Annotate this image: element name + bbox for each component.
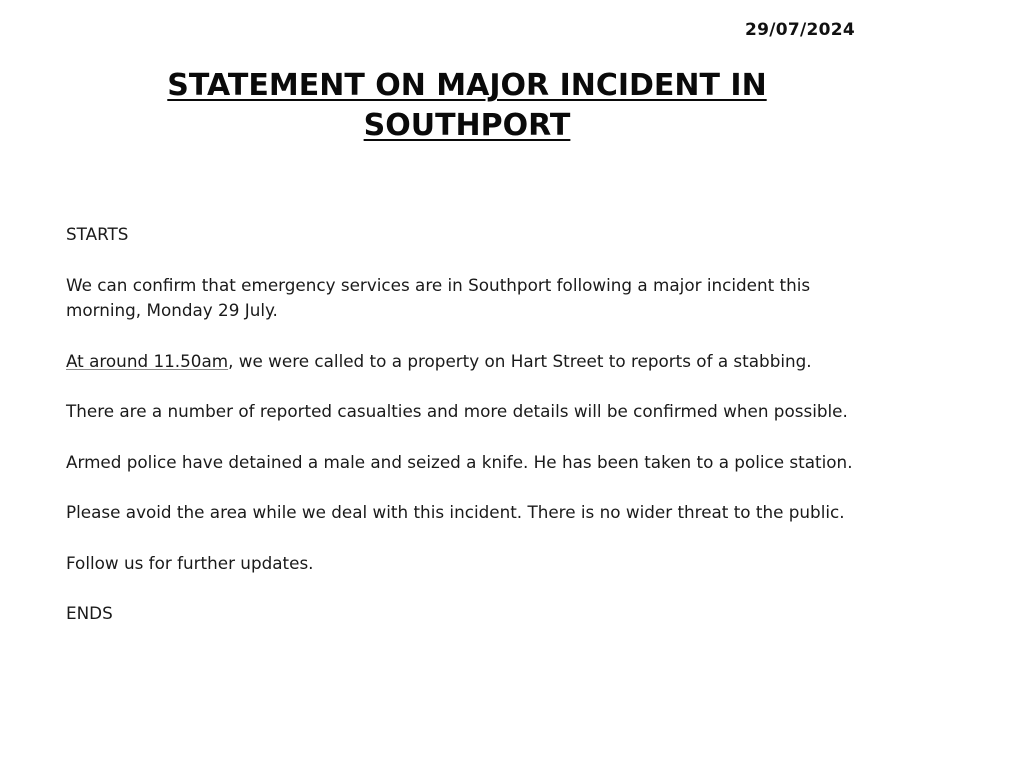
time-highlight: At around 11.50am [66, 350, 229, 371]
time-rest: , we were called to a property on Hart Street to reports of a stabbing. [228, 350, 812, 371]
paragraph-confirmation: We can confirm that emergency services are in Southport following a major incident this morning, Monday 29 July. [66, 274, 811, 320]
paragraph-ends: ENDS [66, 603, 113, 623]
paragraph-time [66, 349, 866, 375]
paragraph-avoid-area: Please avoid the area while we deal with this incident. There is no wider threat to the public. [66, 502, 845, 522]
paragraph-casualties: There are a number of reported casualties and more details will be confirmed when possible. [66, 401, 848, 421]
paragraph-starts: STARTS [66, 224, 129, 244]
statement-body [66, 222, 866, 652]
paragraph-follow: Follow us for further updates. [66, 552, 314, 573]
statement-title: STATEMENT ON MAJOR INCIDENT IN SOUTHPORT [167, 68, 767, 143]
paragraph-arrest: Armed police have detained a male and seized a knife. He has been taken to a police station. [66, 451, 853, 472]
statement-date: 29/07/2024 [745, 20, 856, 40]
